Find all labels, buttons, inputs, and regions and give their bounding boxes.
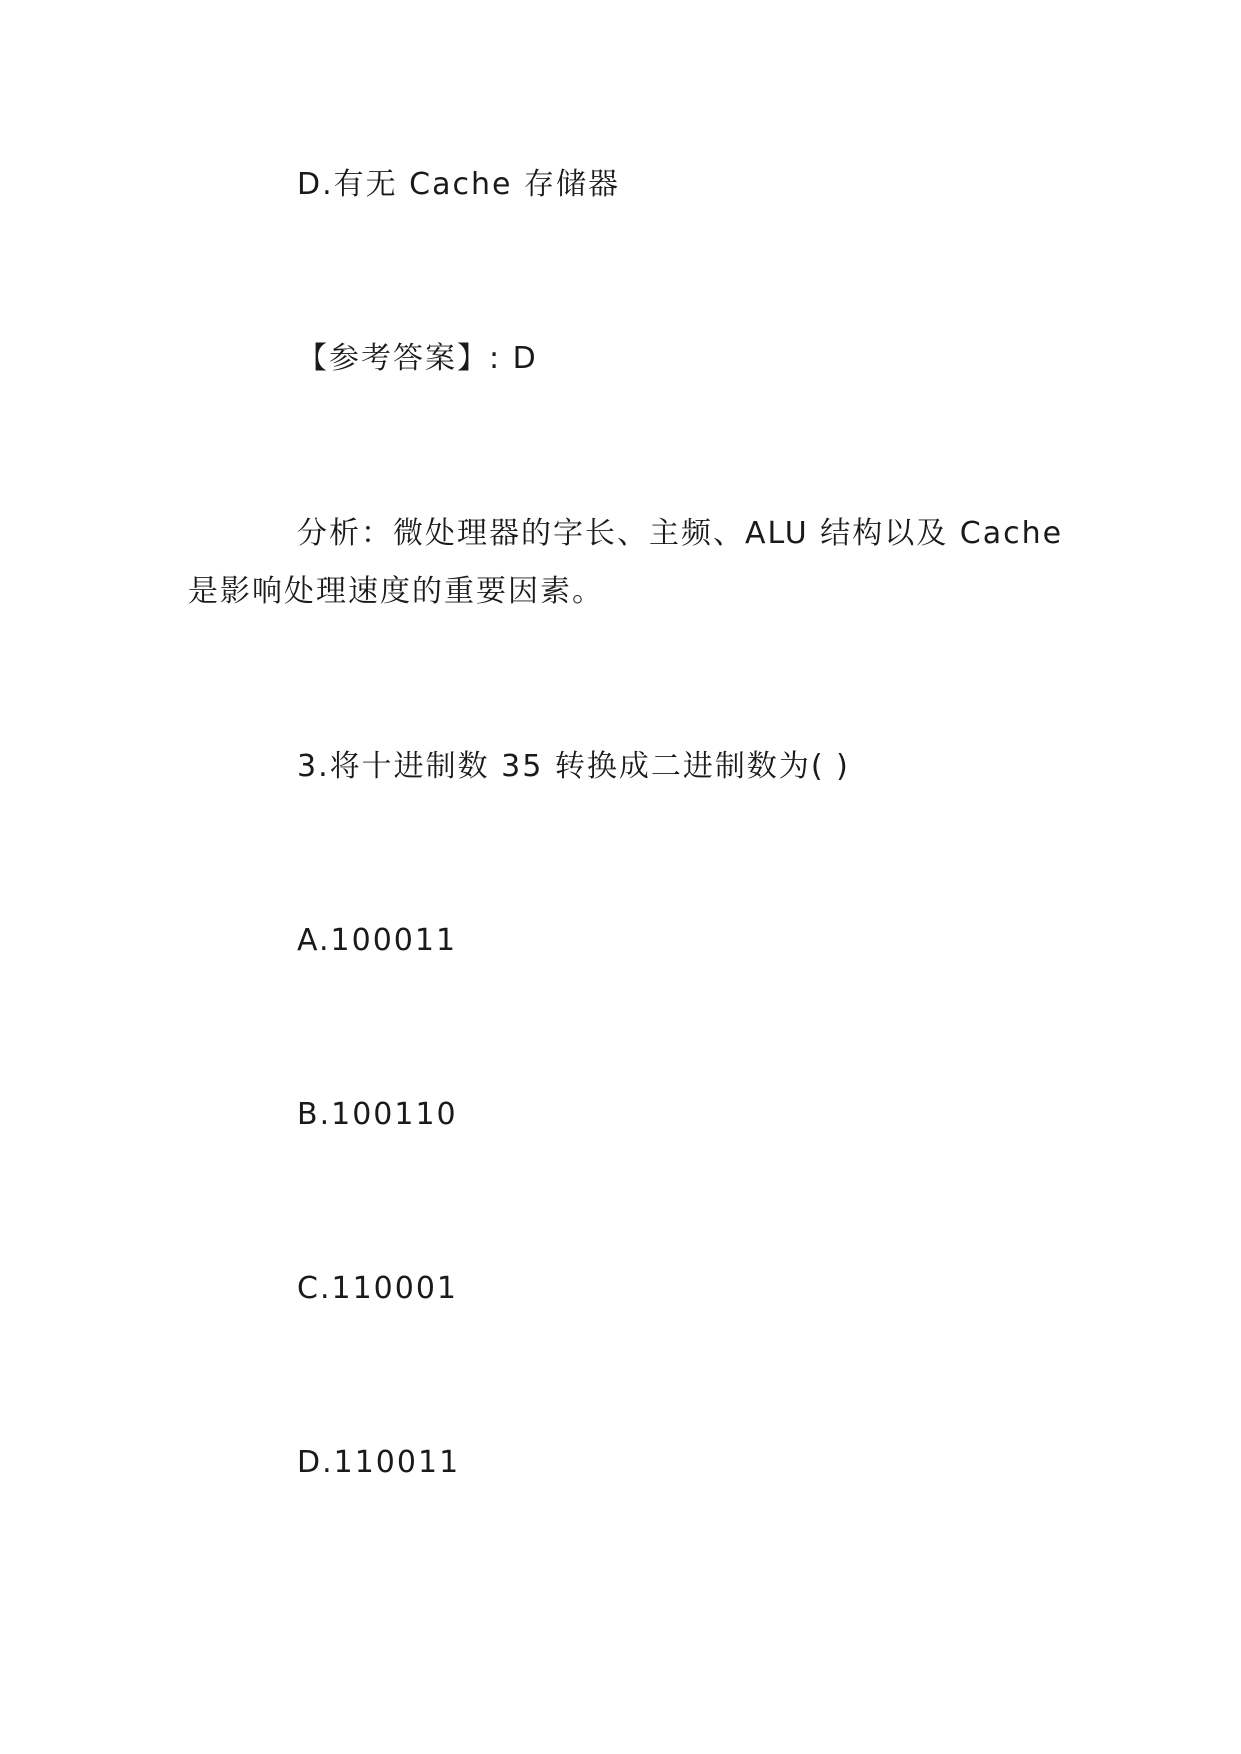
option-d: D.110011	[297, 1445, 461, 1480]
option-b: B.100110	[297, 1097, 458, 1132]
question-3: 3.将十进制数 35 转换成二进制数为( )	[297, 749, 850, 784]
analysis-paragraph: 分析：微处理器的字长、主频、ALU 结构以及 Cache 是影响处理速度的重要因素。	[188, 516, 1064, 609]
option-c: C.110001	[297, 1271, 459, 1306]
reference-answer: 【参考答案】: D	[297, 341, 538, 376]
option-d-previous-question: D.有无 Cache 存储器	[297, 167, 621, 202]
option-a: A.100011	[297, 923, 458, 958]
